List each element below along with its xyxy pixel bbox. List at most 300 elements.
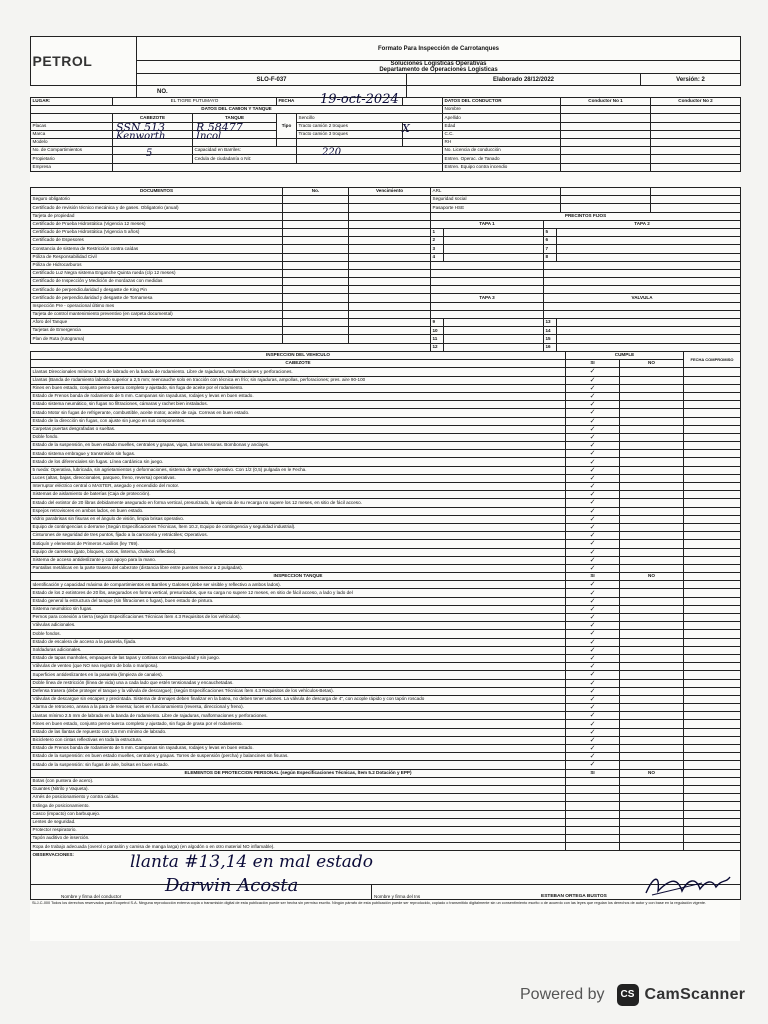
cumple-no-cell (620, 540, 684, 548)
document-name: Certificado de Prueba Hidrostática (Vigencia 5 años) (31, 228, 283, 236)
tipo-label: Tipo (277, 114, 297, 139)
inspection-item: 5 rueda: Operativa, lubricada, sin agrietamientos y deformaciones, sistema de enganche operativo. Con 1/2 (0,5) pulgada en le Fecha. (31, 466, 566, 474)
document-vencimiento (349, 261, 431, 269)
document-number (283, 319, 349, 327)
inspection-row (31, 597, 741, 605)
inspection-item: Equipo de contingencias o derrame (Según Especificaciones Técnicas, Ítem 10.2, Equipo de contingencia y seguridad industrial). (31, 523, 566, 531)
fecha-compromiso-cell (684, 540, 741, 548)
fecha-compromiso-cell (684, 679, 741, 687)
inspection-row (31, 630, 741, 638)
cumple-si-cell (566, 736, 620, 744)
checkmark-icon: ✓ (589, 622, 596, 630)
inspection-item: Espejos retrovisores en ambos lados, en buen estado. (31, 507, 566, 515)
powered-by-text: Powered by (520, 986, 605, 1003)
cumple-si-cell (566, 507, 620, 515)
cumple-si-cell (566, 671, 620, 679)
checkmark-icon: ✓ (589, 450, 596, 458)
inspection-item: Doble fondos. (31, 630, 566, 638)
inspection-item: Estado sistema neumático, sin fugas no filtraciones, cámaras y rachet bien instalados. (31, 401, 566, 409)
fecha-spacer (403, 98, 443, 106)
document-vencimiento (349, 237, 431, 245)
cumple-si-cell (566, 794, 620, 802)
inspection-item: Rines en buen estado, conjunto perno-tuerca completo y ajustado, sin fuga de aceite por el rodamiento. (31, 384, 566, 392)
cumple-si-cell (566, 409, 620, 417)
cumple-no-cell (620, 548, 684, 556)
cumple-si-cell (566, 753, 620, 761)
document-number (283, 204, 349, 212)
compartimientos-cell (113, 147, 193, 155)
cumple-no-cell (620, 515, 684, 523)
checkmark-icon: ✓ (589, 499, 596, 507)
inspection-row (31, 622, 741, 630)
tapa2-header: TAPA 2 (544, 220, 741, 228)
inspection-item: Estado de Frenos banda de rodamiento de 5 mm. Campanas sin rayaduras, rodajes y levas en buen estado. (31, 392, 566, 400)
document-vencimiento (349, 253, 431, 261)
checkmark-icon: ✓ (589, 433, 596, 441)
precinto-number: 2 (431, 237, 444, 245)
cumple-si-cell (566, 401, 620, 409)
precinto-value (444, 237, 544, 245)
fecha-compromiso-cell (684, 704, 741, 712)
document-number (283, 261, 349, 269)
fecha-compromiso-cell (684, 818, 741, 826)
inspection-row (31, 499, 741, 507)
inspection-item: Estado de Frenos banda de rodamiento de 5 mm. Campanas sin rayaduras, rodajes y levas en buen estado. (31, 745, 566, 753)
compartimientos-label: No. de Compartimientos (31, 147, 113, 155)
epp-no-header: NO (620, 769, 684, 777)
document-row (31, 196, 431, 204)
cumple-no-cell (620, 704, 684, 712)
fecha-compromiso-cell (684, 712, 741, 720)
cumple-no-cell (620, 417, 684, 425)
cumple-si-cell (566, 728, 620, 736)
document-row (31, 261, 431, 269)
document-number (283, 228, 349, 236)
tracto3-label: Tracto camión 3 troques (297, 130, 403, 138)
inspection-item: Estado general la estructura del tanque (sin filtraciones o fugas), buen estado de pintura. (31, 597, 566, 605)
cumple-si-cell (566, 614, 620, 622)
inspection-item: Estado del extintor de 20 libras debidamente asegurado en forma vertical, presurizado, la vigencia de su recarga no supere los 12 meses, en sitio de fácil acceso. (31, 499, 566, 507)
camscanner-watermark (520, 984, 745, 1006)
precinto-value (444, 327, 544, 335)
cumple-no-cell (620, 835, 684, 843)
inspection-table (30, 351, 741, 900)
checkmark-icon: ✓ (589, 540, 596, 548)
inspection-row (31, 663, 741, 671)
inspection-row (31, 695, 741, 703)
fecha-compromiso-cell (684, 777, 741, 785)
checkmark-icon: ✓ (589, 720, 596, 728)
document-row (31, 327, 431, 335)
cumple-no-cell (620, 630, 684, 638)
inspection-row (31, 376, 741, 384)
fecha-compromiso-cell (684, 409, 741, 417)
fecha-label: FECHA (277, 98, 403, 106)
precinto-number: 1 (431, 228, 444, 236)
document-row (31, 286, 431, 294)
document-vencimiento (349, 269, 431, 277)
tanque-col-header: TANQUE (193, 114, 277, 122)
cumple-si-cell (566, 695, 620, 703)
cumple-si-cell (566, 679, 620, 687)
inspection-row (31, 646, 741, 654)
document-name: Tarjeta de propiedad (31, 212, 283, 220)
fecha-compromiso-cell (684, 523, 741, 531)
precinto-value (444, 319, 544, 327)
document-name: Certificado de revisión técnico mecánica y de gases. Obligatorio (anual) (31, 204, 283, 212)
inspection-item: Estado de las llantas de repuesto con 2,5 mm mínimo de labrado. (31, 728, 566, 736)
precinto-row (431, 237, 741, 245)
fecha-compromiso-cell (684, 483, 741, 491)
inspection-row (31, 556, 741, 564)
form-code: SLO-F-037 (137, 74, 407, 86)
inspection-row (31, 425, 741, 433)
inspection-row (31, 515, 741, 523)
cumple-si-cell (566, 515, 620, 523)
cumple-no-cell (620, 802, 684, 810)
tanque-section-header: INSPECCION TANQUE (31, 573, 566, 581)
cumple-si-cell (566, 597, 620, 605)
document-row (31, 237, 431, 245)
cumple-si-cell (566, 646, 620, 654)
precinto-value (557, 319, 741, 327)
inspection-row (31, 818, 741, 826)
document-vencimiento (349, 278, 431, 286)
document-number (283, 302, 349, 310)
cumple-si-cell (566, 802, 620, 810)
valvula-header: VALVULA (544, 294, 741, 302)
cumple-no-cell (620, 433, 684, 441)
inspection-row (31, 785, 741, 793)
precinto-value (444, 253, 544, 261)
inspection-item: Protector respiratorio. (31, 826, 566, 834)
fecha-compromiso-cell (684, 638, 741, 646)
cumple-no-cell (620, 523, 684, 531)
inspector-name: ESTEBAN ORTEGA BUSTOS (541, 893, 607, 899)
inspection-item: Alarma de retroceso, ansea a la para de reversa; luces en funcionamiento (reversa, direccional y freno). (31, 704, 566, 712)
cumple-si-header: SI (566, 360, 620, 368)
inspection-item: Estado de los 2 extintores de 20 lbs, asegurados en forma vertical, presurizados, que su carga no supere 12 meses, en sitio de fácil acceso, a lado y lado del (31, 589, 566, 597)
document-number (283, 327, 349, 335)
fecha-compromiso-cell (684, 826, 741, 834)
fecha-compromiso-cell (684, 802, 741, 810)
document-number (283, 335, 349, 343)
checkmark-icon: ✓ (589, 663, 596, 671)
form-subtitle (137, 61, 741, 74)
fecha-compromiso-cell (684, 532, 741, 540)
cumple-si-cell (566, 483, 620, 491)
inspection-row (31, 712, 741, 720)
inspection-row (31, 843, 741, 851)
cumple-header: CUMPLE (566, 352, 684, 360)
document-vencimiento (349, 196, 431, 204)
fecha-compromiso-cell (684, 392, 741, 400)
cumple-no-cell (620, 392, 684, 400)
cumple-si-cell (566, 581, 620, 589)
checkmark-icon: ✓ (589, 745, 596, 753)
cumple-no-cell (620, 818, 684, 826)
checkmark-icon: ✓ (589, 655, 596, 663)
inspection-row (31, 638, 741, 646)
fecha-compromiso-cell (684, 720, 741, 728)
document-vencimiento (349, 245, 431, 253)
cumple-si-cell (566, 540, 620, 548)
checkmark-icon: ✓ (589, 425, 596, 433)
cumple-si-cell (566, 491, 620, 499)
precinto-number: 3 (431, 245, 444, 253)
cumple-no-cell (620, 736, 684, 744)
inspection-form (30, 36, 740, 941)
document-name: Seguro obligatorio (31, 196, 283, 204)
checkmark-icon: ✓ (589, 466, 596, 474)
cumple-no-cell (620, 483, 684, 491)
inspection-row (31, 654, 741, 662)
driver-row-label: C.C. (443, 130, 561, 138)
document-vencimiento (349, 294, 431, 302)
precinto-value (557, 327, 741, 335)
checkmark-icon: ✓ (589, 417, 596, 425)
precinto-number: 10 (431, 327, 444, 335)
document-number (283, 286, 349, 294)
checkmark-icon: ✓ (589, 393, 596, 401)
cumple-no-cell (620, 687, 684, 695)
precinto-value (444, 245, 544, 253)
cumple-si-cell (566, 523, 620, 531)
document-row (31, 302, 431, 310)
fecha-compromiso-cell (684, 810, 741, 818)
precinto-value (444, 335, 544, 343)
checkmark-icon: ✓ (589, 409, 596, 417)
inspection-row (31, 614, 741, 622)
cumple-no-cell (620, 679, 684, 687)
document-vencimiento (349, 204, 431, 212)
fecha-compromiso-cell (684, 384, 741, 392)
cumple-si-cell (566, 630, 620, 638)
cumple-si-cell (566, 376, 620, 384)
cumple-si-cell (566, 392, 620, 400)
cumple-si-cell (566, 556, 620, 564)
fecha-compromiso-cell (684, 630, 741, 638)
tipo-mark-handwritten: X (402, 122, 410, 135)
document-row (31, 310, 431, 318)
driver-row-label: Entren. Equipo contra incendio (443, 163, 561, 171)
cedula-label: Cedula de ciudadanía o Nit: (193, 155, 297, 163)
inspection-row (31, 835, 741, 843)
document-number (283, 310, 349, 318)
precinto-number: 7 (544, 245, 557, 253)
precintos-table (430, 212, 741, 352)
precinto-value (557, 335, 741, 343)
fecha-compromiso-cell (684, 589, 741, 597)
fecha-compromiso-cell (684, 794, 741, 802)
document-number (283, 220, 349, 228)
document-number (283, 196, 349, 204)
cumple-no-cell (620, 474, 684, 482)
documents-no-header: No. (283, 188, 349, 196)
inspection-row (31, 802, 741, 810)
inspection-item: Doble fondo. (31, 433, 566, 441)
checkmark-icon: ✓ (589, 556, 596, 564)
inspection-row (31, 736, 741, 744)
document-name: Constancia de sistema de Restricción contra caídas (31, 245, 283, 253)
checkmark-icon: ✓ (589, 524, 596, 532)
inspection-item: Defensa trasera (debe proteger el tanque y la válvula de descargue); (según Especificaciones Técnicas ítem 4.3 Requisitos de los vehículos-Betas). (31, 687, 566, 695)
inspection-item: Tapón auditivo de inserción. (31, 835, 566, 843)
cumple-no-cell (620, 368, 684, 376)
checkmark-icon: ✓ (589, 679, 596, 687)
fecha-compromiso-cell (684, 761, 741, 769)
inspection-item: Eslinga de posicionamiento. (31, 802, 566, 810)
inspection-row (31, 728, 741, 736)
document-row (31, 319, 431, 327)
inspection-row (31, 401, 741, 409)
cumple-no-cell (620, 499, 684, 507)
inspection-item: Equipo de carretera (gato, bloques, conos, linterna, chaleco reflectivo). (31, 548, 566, 556)
inspection-item: Casco (impacto) con barbuquejo. (31, 810, 566, 818)
cumple-si-cell (566, 622, 620, 630)
document-row (31, 253, 431, 261)
document-row (31, 278, 431, 286)
cumple-no-cell (620, 425, 684, 433)
inspection-item: Estado de la suspensión: en buen estado muelles, centrales y grapas. Torres de suspensión (percha) y balancines sin fisuras. (31, 753, 566, 761)
inspection-row (31, 777, 741, 785)
tracto2-label: Tracto camión 2 troques (297, 122, 403, 130)
precinto-value (557, 245, 741, 253)
document-number (283, 237, 349, 245)
form-no-label: NO. (137, 86, 407, 98)
inspector-signature-graphic (642, 873, 732, 899)
inspection-row (31, 474, 741, 482)
fecha-compromiso-cell (684, 835, 741, 843)
fecha-compromiso-cell (684, 466, 741, 474)
fecha-compromiso-cell (684, 417, 741, 425)
inspection-item: Doble línea de restricción (línea de vida) una a cada lado que estén tensionadas y encauchetadas. (31, 679, 566, 687)
document-name: Certificado de Espesores (31, 237, 283, 245)
checkmark-icon: ✓ (589, 368, 596, 376)
inspection-row (31, 671, 741, 679)
cumple-no-cell (620, 720, 684, 728)
document-vencimiento (349, 335, 431, 343)
cumple-no-cell (620, 638, 684, 646)
inspection-item: Sistema neumático sin fugas. (31, 605, 566, 613)
cumple-no-cell (620, 409, 684, 417)
cumple-no-cell (620, 442, 684, 450)
inspection-item: Lentes de seguridad. (31, 818, 566, 826)
inspection-item: Vidrio parabrisas sin fisuras en el ángulo de visión, limpia brisas operativo. (31, 515, 566, 523)
subtitle-line-2: Departamento de Operaciones Logisticas (379, 67, 498, 73)
inspection-item: Carpetas puertas desgrafadas o sueltas. (31, 425, 566, 433)
inspection-item: Sistema de acceso antideslizante y con apoyo para la mano. (31, 556, 566, 564)
cumple-si-cell (566, 663, 620, 671)
cumple-si-cell (566, 605, 620, 613)
cumple-si-cell (566, 564, 620, 572)
cumple-si-cell (566, 654, 620, 662)
document-name: Póliza de Responsabilidad Civil (31, 253, 283, 261)
marca-label: Marca (31, 130, 113, 138)
cumple-si-cell (566, 450, 620, 458)
document-name: Certificado de Inspección y Medición de mordazas con medidas (31, 278, 283, 286)
cumple-si-cell (566, 777, 620, 785)
inspection-item: Botas (con puntera de acero). (31, 777, 566, 785)
documents-table (30, 187, 431, 344)
fecha-compromiso-cell (684, 728, 741, 736)
form-title: Formato Para Inspección de Carrotanques (137, 37, 741, 61)
precinto-row (431, 245, 741, 253)
cumple-no-cell (620, 466, 684, 474)
checkmark-icon: ✓ (589, 581, 596, 589)
fecha-compromiso-cell (684, 425, 741, 433)
cumple-si-cell (566, 761, 620, 769)
firma-conductor-handwritten: Darwin Acosta (165, 875, 299, 896)
cumple-no-cell (620, 843, 684, 851)
fecha-compromiso-cell (684, 753, 741, 761)
document-number (283, 278, 349, 286)
cumple-si-cell (566, 818, 620, 826)
cumple-si-cell (566, 638, 620, 646)
fecha-compromiso-cell (684, 376, 741, 384)
driver-row-label: Edad (443, 122, 561, 130)
driver-row-label: Apellido (443, 114, 561, 122)
checkmark-icon: ✓ (589, 442, 596, 450)
cumple-si-cell (566, 589, 620, 597)
fecha-compromiso-cell (684, 499, 741, 507)
capacidad-handwritten: 220 (322, 147, 342, 158)
driver-extra-table (430, 187, 741, 213)
cumple-no-cell (620, 663, 684, 671)
inspection-row (31, 523, 741, 531)
cumple-no-cell (620, 589, 684, 597)
placa-cabezote-handwritten: SSN 513 (116, 121, 165, 134)
precinto-value (557, 253, 741, 261)
cabezote-section-header: CABEZOTE (31, 360, 566, 368)
inspection-header: INSPECCION DEL VEHICULO (31, 352, 566, 360)
fecha-compromiso-cell (684, 442, 741, 450)
inspection-row (31, 826, 741, 834)
document-name: Aforo del Tanque (31, 319, 283, 327)
form-elaborado: Elaborado 28/12/2022 (407, 74, 641, 86)
cumple-si-cell (566, 368, 620, 376)
inspection-item: Rines en buen estado, conjunto perno-tuerca completo y ajustado, sin fuga de grasa por el rodamiento. (31, 720, 566, 728)
cumple-no-cell (620, 777, 684, 785)
cumple-no-cell (620, 450, 684, 458)
checkmark-icon: ✓ (589, 761, 596, 769)
cumple-si-cell (566, 433, 620, 441)
cumple-no-header: NO (620, 360, 684, 368)
document-vencimiento (349, 220, 431, 228)
inspection-item: Estado sistema embrague y transmisión sin fugas. (31, 450, 566, 458)
tanque-si-header: SI (566, 573, 620, 581)
capacidad-label: Capacidad en Barriles: (193, 147, 297, 155)
inspection-item: Estado Motor sin fugas de refrigerante, combustible, aceite motor, aceite de caja. Correas en buen estado. (31, 409, 566, 417)
cumple-no-cell (620, 491, 684, 499)
cumple-si-cell (566, 466, 620, 474)
camscanner-logo-icon: CS (617, 984, 639, 1006)
subtitle-line-1: Soluciones Logísticas Operativas (390, 61, 487, 67)
inspection-row (31, 368, 741, 376)
precinto-number: 15 (544, 335, 557, 343)
inspection-item: Pantallas metálicas en la parte trasera del cabezote (distancia libre entre puentes menor a 2 pulgadas). (31, 564, 566, 572)
datos-camion-header: DATOS DEL CAMION Y TANQUE (31, 106, 443, 114)
fecha-compromiso-cell (684, 736, 741, 744)
precinto-number: 6 (544, 237, 557, 245)
checkmark-icon: ✓ (589, 589, 596, 597)
precintos-header: PRECINTOS FIJOS (431, 212, 741, 220)
marca-tanque-handwritten: Incol (196, 131, 222, 142)
cumple-no-cell (620, 507, 684, 515)
precinto-number: 14 (544, 327, 557, 335)
document-name: Certificado Luz Negra sistema Enganche Quinta rueda (c/p 12 meses) (31, 269, 283, 277)
fecha-compromiso-cell (684, 597, 741, 605)
